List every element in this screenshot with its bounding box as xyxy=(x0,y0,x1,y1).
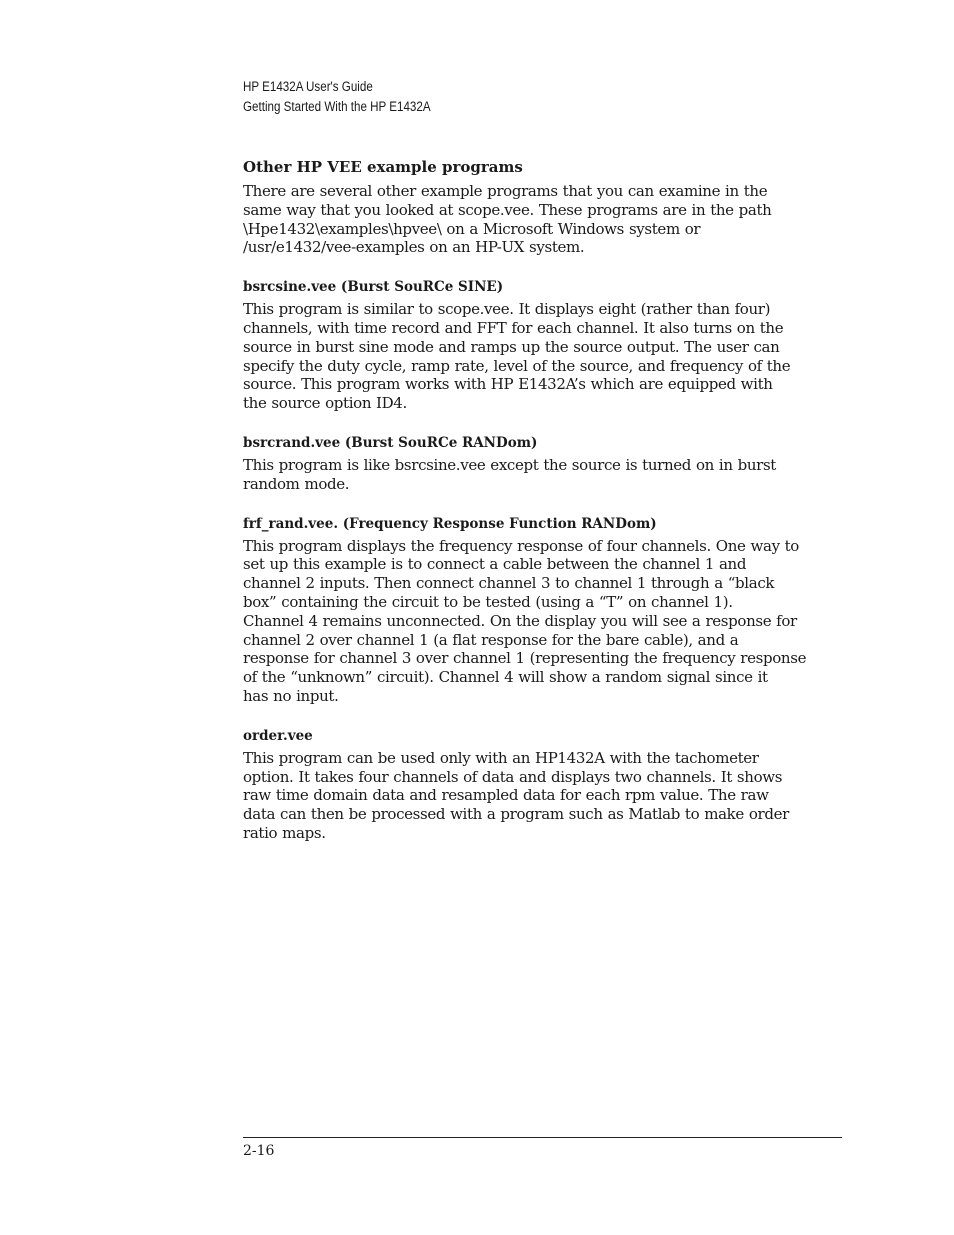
section-body-frf-rand: This program displays the frequency response of four channels. One way to set up this example is to connect a cable between the channel 1 and channel 2 inputs. Then connect channel 3 to channel 1 through a “black box” containing the circuit to be tested (using a “T” on channel 1). Channel 4 remains unconnected. On the display you will see a response for channel 2 over channel 1 (a flat response for the bare cable), and a response for channel 3 over channel 1 (representing the frequency response of the “unknown” circuit). Channel 4 will show a random signal since it has no input. xyxy=(243,536,807,705)
section-heading-order: order.vee xyxy=(243,727,313,744)
section-heading-other-examples: Other HP VEE example programs xyxy=(243,158,523,176)
section-heading-bsrcrand: bsrcrand.vee (Burst SouRCe RANDom) xyxy=(243,434,538,451)
header-guide-title: HP E1432A User's Guide xyxy=(243,79,373,94)
page-content xyxy=(243,156,835,843)
running-header xyxy=(243,77,431,117)
section-body-order: This program can be used only with an HP1432A with the tachometer option. It takes four channels of data and displays two channels. It shows raw time domain data and resampled data for each rpm value. The raw data can then be processed with a program such as Matlab to make order ratio maps. xyxy=(243,748,789,842)
section-heading-bsrcsine: bsrcsine.vee (Burst SouRCe SINE) xyxy=(243,279,504,296)
section-body-other-examples: There are several other example programs that you can examine in the same way that you looked at scope.vee. These programs are in the path \Hpe1432\examples\hpvee\ on a Microsoft Windows system or /usr/e1432/vee-examples on an HP-UX system. xyxy=(243,182,772,257)
footer-rule xyxy=(243,1137,842,1138)
header-chapter-title: Getting Started With the HP E1432A xyxy=(243,99,431,114)
section-body-bsrcrand: This program is like bsrcsine.vee except the source is turned on in burst random mode. xyxy=(243,455,776,493)
section-body-bsrcsine: This program is similar to scope.vee. It displays eight (rather than four) channels, with time record and FFT for each channel. It also turns on the source in burst sine mode and ramps up the source output. The user can specify the duty cycle, ramp rate, level of the source, and frequency of the source. This program works with HP E1432A’s which are equipped with the source option ID4. xyxy=(243,300,791,413)
page-number: 2-16 xyxy=(243,1143,275,1159)
section-heading-frf-rand: frf_rand.vee. (Frequency Response Function RANDom) xyxy=(243,515,657,532)
